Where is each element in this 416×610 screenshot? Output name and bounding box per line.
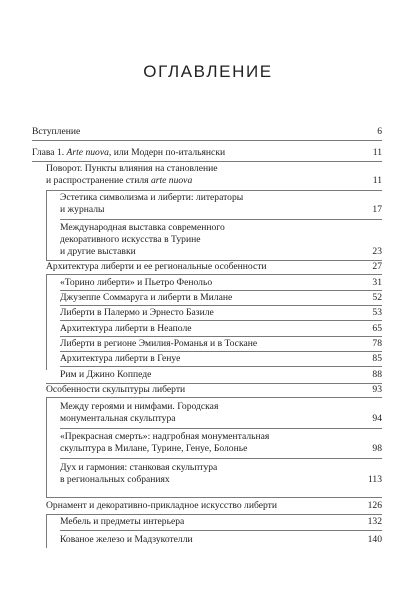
section-divider [46,274,382,275]
toc-page-number: 113 [367,474,382,485]
toc-entry-spirit: Дух и гармония: станковая скульптура в региональных собраниях 113 [60,462,382,485]
section-divider [32,140,382,141]
toc-page-number: 23 [372,246,382,257]
toc-page-number: 88 [372,369,382,380]
toc-entry-architecture: Архитектура либерти и ее региональные особенности 27 [46,261,382,272]
section-divider [46,190,382,191]
toc-page-number: 98 [372,443,382,454]
section-divider [60,458,382,459]
section-divider [46,497,382,498]
section-divider [60,336,382,337]
toc-entry-death: «Прекрасная смерть»: надгробная монументальная скульптура в Милане, Турине, Генуе, Болонье 98 [60,431,382,454]
section-divider [60,366,382,367]
toc-page-number: 17 [372,204,382,215]
section-divider [32,161,382,162]
toc-entry-text: Вступление [32,126,81,137]
indent-guide [46,397,47,497]
section-divider [60,305,382,306]
toc-entry-milan: Джузеппе Соммаруга и либерти в Милане 52 [60,292,382,303]
toc-page-number: 6 [377,126,382,137]
toc-page-number: 132 [367,516,382,527]
toc-page-number: 11 [372,147,382,158]
section-divider [60,530,382,531]
toc-entry-naples: Архитектура либерти в Неаполе 65 [60,323,382,334]
section-divider [60,320,382,321]
toc-page-number: 65 [372,323,382,334]
section-divider [60,351,382,352]
toc-page-number: 27 [372,261,382,272]
toc-entry-intro [32,126,382,138]
toc-entry-exhibition: Международная выставка современного декоративного искусства в Турине и другие выставки 23 [60,222,382,257]
section-divider [46,397,382,398]
toc-entry-turin: «Торино либерти» и Пьетро Фенольо 31 [60,277,382,288]
section-divider [60,290,382,291]
section-divider [46,514,382,515]
toc-page-number: 31 [372,277,382,288]
toc-entry-heroes: Между героями и нимфами. Городская монументальная скульптура 94 [60,401,382,424]
toc-entry-palermo: Либерти в Палермо и Эрнесто Базиле 53 [60,307,382,318]
toc-page-number: 93 [372,384,382,395]
section-divider [60,428,382,429]
toc-page-number: 78 [372,338,382,349]
toc-page-number: 94 [372,413,382,424]
toc-entry-turn: Поворот. Пункты влияния на становление и распространение стиля arte nuova 11 [46,163,382,186]
toc-page-number: 53 [372,307,382,318]
section-divider [60,219,382,220]
indent-guide [46,274,47,370]
toc-entry-rome: Рим и Джино Коппеде 88 [60,369,382,380]
page-title: ОГЛАВЛЕНИЕ [143,62,273,81]
indent-guide [46,190,47,260]
toc-entry-text: Глава 1. Arte nuova, или Модерн по-итальянски [32,147,226,158]
toc-entry-ornament: Орнамент и декоративно-прикладное искусство либерти 126 [46,500,382,511]
toc-entry-iron: Кованое железо и Мадзукотелли 140 [60,534,382,545]
toc-entry-chapter-1 [32,147,382,159]
toc-page-number: 126 [367,500,382,511]
toc-entry-sculpture: Особенности скульптуры либерти 93 [46,384,382,395]
toc-entry-genoa: Архитектура либерти в Генуе 85 [60,353,382,364]
toc-page-number: 11 [372,175,382,186]
toc-entry-aesthetics: Эстетика символизма и либерти: литераторы и журналы 17 [60,192,382,215]
toc-page-number: 140 [367,534,382,545]
toc-page-number: 52 [372,292,382,303]
toc-entry-emilia: Либерти в регионе Эмилия-Романья и в Тоскане 78 [60,338,382,349]
toc-entry-furniture: Мебель и предметы интерьера 132 [60,516,382,527]
indent-guide [46,514,47,548]
toc-page-number: 85 [372,353,382,364]
